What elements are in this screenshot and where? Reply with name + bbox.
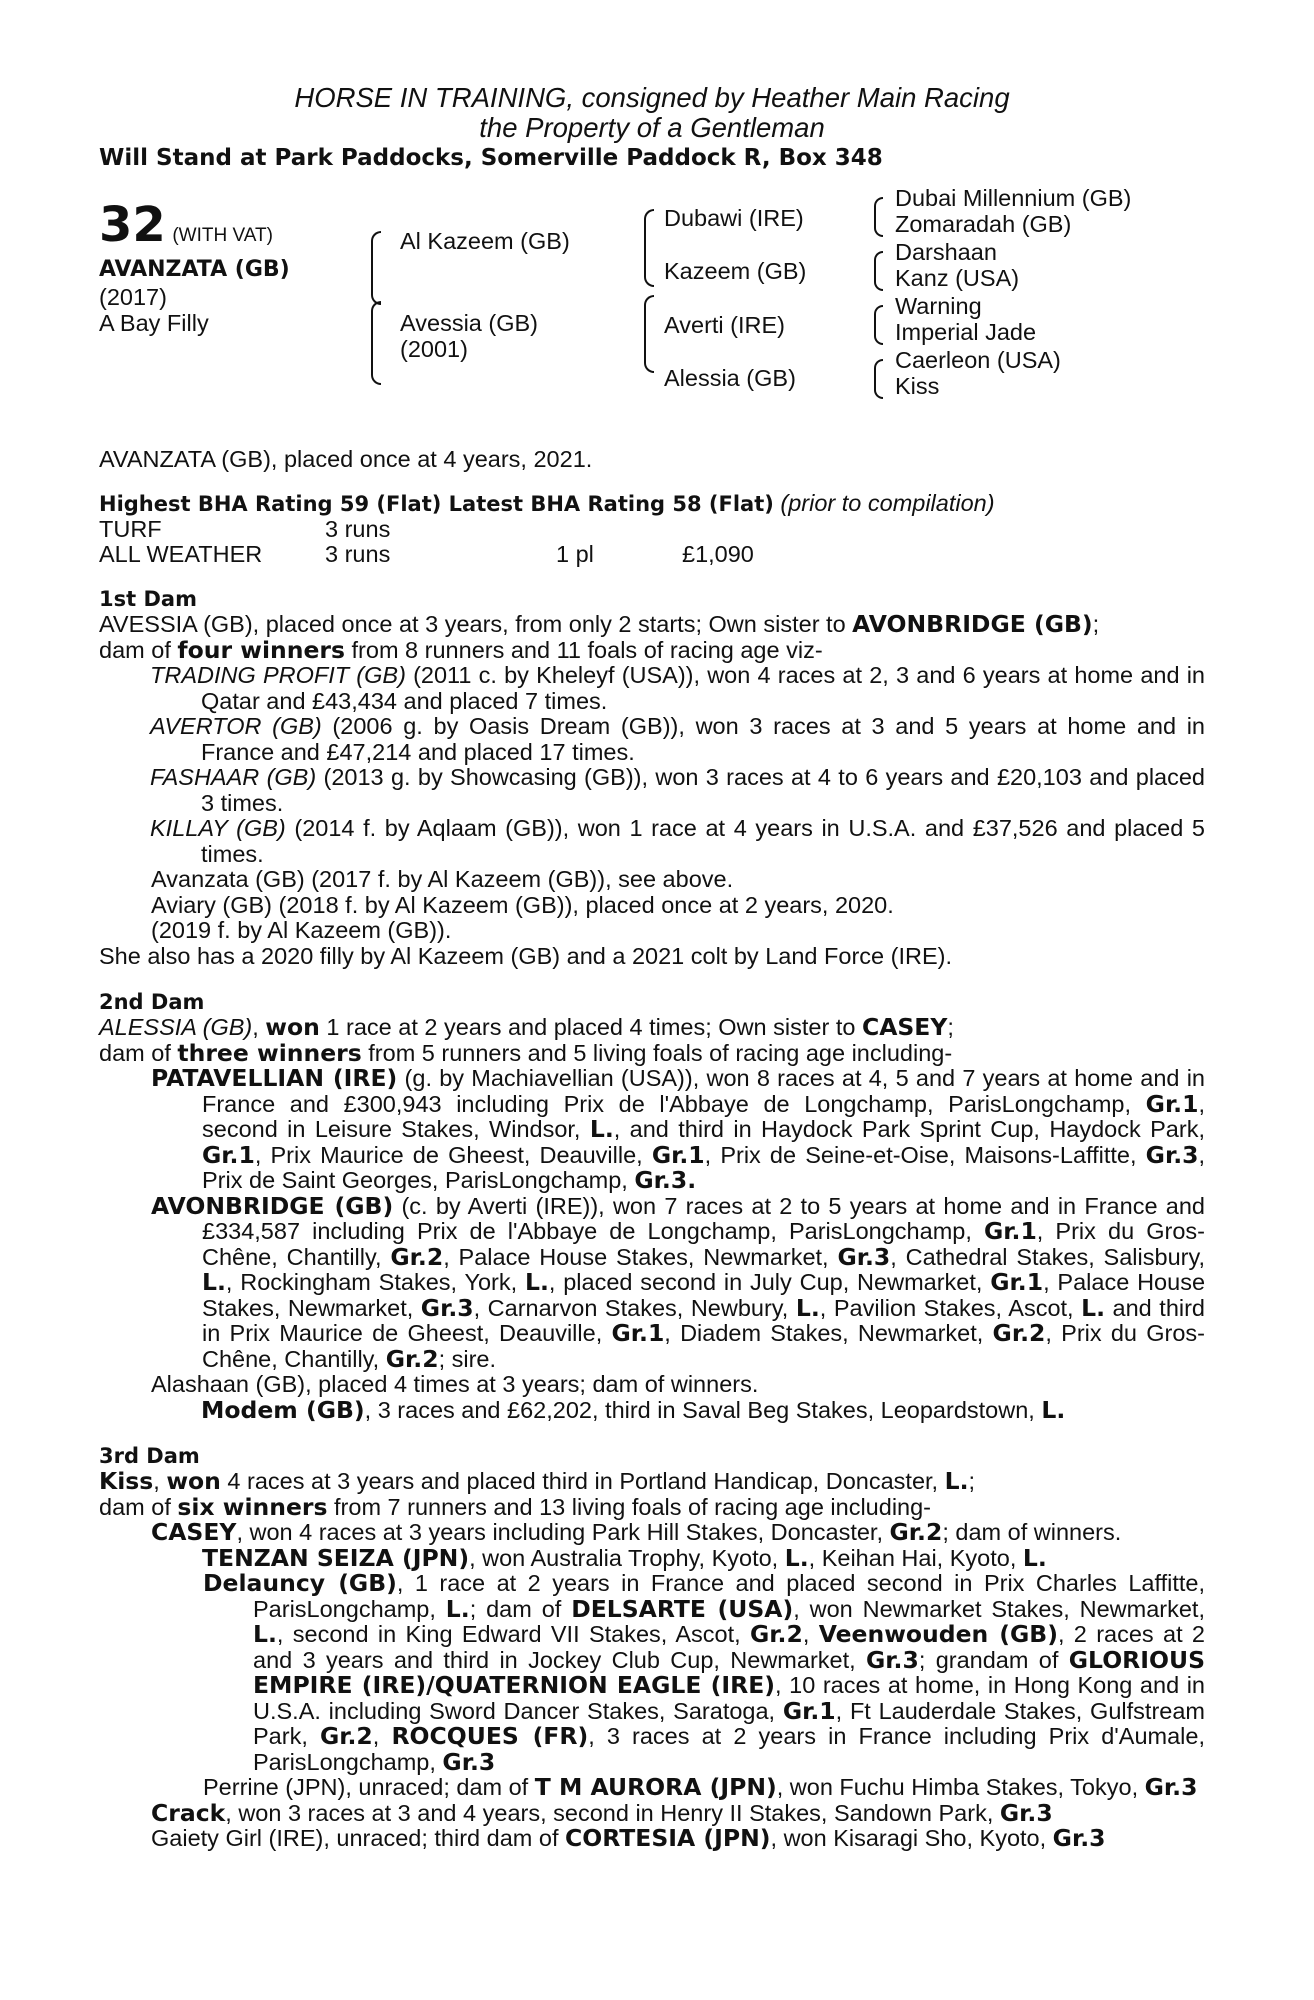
produce-name: CASEY <box>151 1518 237 1546</box>
grade: Gr.3 <box>866 1645 919 1674</box>
third-dam-intro-2 <box>99 1492 1205 1521</box>
text-run: dam of <box>99 636 178 663</box>
winners-count: six winners <box>177 1492 328 1521</box>
produce-text: (2013 g. by Showcasing (GB)), won 3 races at 4 to 6 years and £20,103 and placed 3 times. <box>201 764 1205 816</box>
text-run: , <box>372 1723 380 1749</box>
grade: Gr.2 <box>319 1722 373 1750</box>
turf-label: TURF <box>99 516 162 542</box>
text-run: (c. by Averti (IRE)), won 7 races at 2 to 5 years at home and in France and £334,587 including Prix de l'Abbaye de Longchamp, ParisLongchamp, <box>202 1192 1205 1244</box>
horse-description: A Bay Filly <box>99 310 209 336</box>
text-run: , Prix de Saint Georges, ParisLongchamp, <box>202 1141 1206 1193</box>
ratings-bold: Highest BHA Rating 59 (Flat) Latest BHA Rating 58 (Flat) <box>99 491 774 516</box>
first-dam-intro-2 <box>99 635 1205 664</box>
produce-name: FASHAAR (GB) <box>150 764 317 790</box>
grade: Gr.2 <box>385 1344 439 1373</box>
sire-sire: Dubawi (IRE) <box>664 205 804 231</box>
first-dam-title: 1st Dam <box>99 587 197 611</box>
text-run: , second in Leisure Stakes, Windsor, <box>202 1090 1205 1142</box>
text-run: , Carnarvon Stakes, Newbury, <box>473 1294 796 1321</box>
produce-sub <box>99 1395 1205 1424</box>
text-run: , Prix de Seine-et-Oise, Maisons-Laffitte, <box>704 1141 1146 1168</box>
dam-brace <box>371 301 381 385</box>
grade: Gr.3 <box>634 1166 688 1194</box>
text-run: , won Kisaragi Sho, Kyoto, <box>770 1825 1053 1851</box>
text-run: AVESSIA (GB), placed once at 3 years, from only 2 starts; Own sister to <box>99 611 853 637</box>
sire-dam: Kazeem (GB) <box>664 258 807 284</box>
grade: Gr.3 <box>1052 1824 1106 1852</box>
pedigree-table <box>99 185 1205 431</box>
winners-count: three winners <box>177 1038 362 1067</box>
consignor-line: HORSE IN TRAINING, consigned by Heather Main Racing <box>294 82 1010 113</box>
dam-dam: Alessia (GB) <box>664 365 796 391</box>
winners-count: four winners <box>177 635 345 664</box>
text-run: from 5 runners and 5 living foals of racing age including- <box>361 1039 953 1066</box>
dam-line-brace <box>644 295 654 373</box>
text-run: ; grandam of <box>918 1646 1069 1673</box>
first-dam-intro <box>99 612 1205 638</box>
grade: Gr.3 <box>1145 1140 1199 1169</box>
produce-other: Alashaan (GB), placed 4 times at 3 years; dam of winners. <box>151 1371 759 1397</box>
sister-name: AVONBRIDGE (GB) <box>852 610 1093 638</box>
produce-name: Veenwouden (GB) <box>818 1620 1058 1648</box>
property-line: the Property of a Gentleman <box>479 112 825 143</box>
ratings-line <box>99 491 1205 518</box>
text-run: , Palace House Stakes, Newmarket, <box>202 1269 1206 1321</box>
won-label: won <box>166 1467 221 1495</box>
turf-runs: 3 runs <box>325 516 391 542</box>
grade: Gr.1 <box>990 1268 1044 1296</box>
aw-placed: 1 pl <box>556 541 594 567</box>
lot-heading <box>99 197 273 253</box>
second-dam-title: 2nd Dam <box>99 990 205 1014</box>
text-run: Gaiety Girl (IRE), unraced; third dam of <box>151 1825 566 1851</box>
dam-name: Kiss <box>99 1467 154 1495</box>
grade: L. <box>589 1115 614 1143</box>
ggp-3: Darshaan <box>895 239 997 265</box>
produce-name: KILLAY (GB) <box>150 815 286 841</box>
first-dam-footer: She also has a 2020 filly by Al Kazeem (GB) and a 2021 colt by Land Force (IRE). <box>99 942 952 969</box>
grade: L. <box>795 1293 820 1322</box>
ggp-brace-1 <box>874 197 883 237</box>
produce-name: ROCQUES (FR) <box>391 1722 589 1750</box>
text-run: and third in Prix Maurice de Gheest, Deauville, <box>202 1294 1205 1346</box>
produce-name: AVERTOR (GB) <box>150 713 322 739</box>
grade: L. <box>253 1620 277 1648</box>
produce-entry <box>99 1826 1205 1852</box>
text-run: , 3 races at 2 years in France including Prix d'Aumale, ParisLongchamp, <box>253 1723 1205 1775</box>
produce-other: Avanzata (GB) (2017 f. by Al Kazeem (GB)), see above. <box>151 866 734 892</box>
produce-text: (2011 c. by Kheleyf (USA)), won 4 races at 2, 3 and 6 years at home and in Qatar and £43,434 and placed 7 times. <box>201 662 1206 714</box>
won-label: won <box>265 1013 320 1041</box>
grade: L. <box>445 1594 470 1623</box>
grade: L. <box>524 1268 549 1296</box>
grade: L. <box>1022 1543 1047 1572</box>
third-dam-intro <box>99 1469 1205 1495</box>
horse-name: AVANZATA (GB) <box>99 257 290 282</box>
grade: Gr.1 <box>651 1140 705 1169</box>
location-line: Will Stand at Park Paddocks, Somerville Paddock R, Box 348 <box>99 145 883 171</box>
text-run: , Pavilion Stakes, Ascot, <box>819 1294 1082 1321</box>
text-run: , Cathedral Stakes, Salisbury, <box>890 1243 1205 1270</box>
produce-entry <box>99 1798 1205 1827</box>
grade: Gr.1 <box>1145 1089 1199 1118</box>
third-dam-title: 3rd Dam <box>99 1444 200 1468</box>
text-run: , <box>802 1621 810 1647</box>
text-run: , <box>252 1014 259 1040</box>
produce-name: T M AURORA (JPN) <box>534 1773 777 1801</box>
ggp-7: Caerleon (USA) <box>895 347 1061 373</box>
text-run: , Diadem Stakes, Newmarket, <box>664 1320 993 1346</box>
grade: Gr.1 <box>782 1696 836 1725</box>
text-run: dam of <box>99 1039 178 1066</box>
text-run: 4 races at 3 years and placed third in Portland Handicap, Doncaster, <box>220 1468 945 1494</box>
ggp-brace-3 <box>874 305 883 345</box>
text-run: ; dam of <box>469 1595 572 1622</box>
grade: L. <box>784 1543 809 1572</box>
catalogue-page <box>99 83 1205 1852</box>
produce-text: (2014 f. by Aqlaam (GB)), won 1 race at 4 years in U.S.A. and £37,526 and placed 5 times. <box>201 815 1205 867</box>
produce-entry <box>99 816 1205 867</box>
produce-sub <box>99 1571 1205 1775</box>
grade: Gr.3 <box>442 1747 496 1776</box>
text-run: , 3 races and £62,202, third in Saval Beg Stakes, Leopardstown, <box>364 1396 1042 1423</box>
text-run: , and third in Haydock Park Sprint Cup, Haydock Park, <box>613 1116 1205 1142</box>
text-run: , Ft Lauderdale Stakes, Gulfstream Park, <box>253 1697 1205 1749</box>
text-run: , Palace House Stakes, Newmarket, <box>443 1243 838 1270</box>
ratings-note: (prior to compilation) <box>780 489 995 516</box>
text-run: , Prix Maurice de Gheest, Deauville, <box>254 1141 652 1168</box>
produce-name: TRADING PROFIT (GB) <box>150 662 406 688</box>
text-run: , Keihan Hai, Kyoto, <box>808 1544 1023 1571</box>
horse-year: (2017) <box>99 284 167 310</box>
sire: Al Kazeem (GB) <box>400 228 570 254</box>
text-run: , 1 race at 2 years in France and placed second in Prix Charles Laffitte, ParisLongchamp, <box>253 1570 1205 1622</box>
second-dam-intro-2 <box>99 1038 1205 1067</box>
grade: Gr.2 <box>750 1620 803 1648</box>
text-run: ; <box>1092 611 1100 637</box>
ggp-1: Dubai Millennium (GB) <box>895 185 1132 211</box>
produce-name: CORTESIA (JPN) <box>565 1824 771 1852</box>
aw-row <box>99 542 1205 567</box>
aw-earnings: £1,090 <box>682 541 754 567</box>
dam-year: (2001) <box>400 336 468 362</box>
produce-other: Aviary (GB) (2018 f. by Al Kazeem (GB)), placed once at 2 years, 2020. <box>151 891 894 918</box>
text-run: . <box>687 1166 697 1194</box>
produce-entry <box>99 765 1205 816</box>
text-run: , won 4 races at 3 years including Park Hill Stakes, Doncaster, <box>236 1519 890 1545</box>
text-run: , Rockingham Stakes, York, <box>225 1269 525 1295</box>
aw-label: ALL WEATHER <box>99 541 263 567</box>
text-run: Perrine (JPN), unraced; dam of <box>203 1774 535 1800</box>
produce-sub <box>99 1775 1205 1801</box>
produce-name: Delauncy (GB) <box>203 1569 397 1597</box>
lot-number: 32 <box>99 197 166 253</box>
text-run: from 7 runners and 13 living foals of racing age including- <box>327 1493 932 1520</box>
grade: Gr.2 <box>992 1319 1046 1347</box>
text-run: from 8 runners and 11 foals of racing age viz- <box>345 636 823 663</box>
grade: L. <box>202 1268 226 1296</box>
produce-entry <box>99 1191 1206 1373</box>
produce-entry <box>99 1066 1205 1194</box>
text-run: ; <box>947 1014 954 1040</box>
text-run: , 2 races at 2 and 3 years and third in Jockey Club Cup, Newmarket, <box>253 1621 1205 1673</box>
ggp-6: Imperial Jade <box>895 319 1037 345</box>
grade: L. <box>944 1467 969 1495</box>
produce-other: (2019 f. by Al Kazeem (GB)). <box>151 917 452 943</box>
grade: Gr.2 <box>390 1242 444 1271</box>
text-run: , won 3 races at 3 and 4 years, second in Henry II Stakes, Sandown Park, <box>225 1799 1000 1826</box>
grade: Gr.3 <box>420 1293 474 1322</box>
produce-entry <box>99 714 1205 765</box>
dam-sire: Averti (IRE) <box>664 312 785 338</box>
grade: Gr.1 <box>983 1217 1037 1245</box>
text-run: , 10 races at home, in Hong Kong and in U.S.A. including Sword Dancer Stakes, Saratoga, <box>253 1672 1205 1724</box>
text-run: , won Newmarket Stakes, Newmarket, <box>793 1595 1205 1622</box>
produce-name: TENZAN SEIZA (JPN) <box>202 1543 470 1572</box>
text-run: 1 race at 2 years and placed 4 times; Own sister to <box>319 1014 862 1040</box>
sire-brace <box>371 231 381 305</box>
ggp-8: Kiss <box>895 373 940 399</box>
ggp-4: Kanz (USA) <box>895 265 1020 291</box>
text-run: (g. by Machiavellian (USA)), won 8 races at 4, 5 and 7 years at home and in France and £300,943 including Prix de l'Abbaye de Longchamp, ParisLongchamp, <box>202 1065 1205 1117</box>
produce-text: (2006 g. by Oasis Dream (GB)), won 3 races at 3 and 5 years at home and in France and £47,214 and placed 17 times. <box>201 713 1205 765</box>
grade: Gr.1 <box>202 1140 255 1169</box>
text-run: , second in King Edward VII Stakes, Ascot, <box>276 1621 750 1647</box>
grade: Gr.3 <box>999 1798 1053 1827</box>
ggp-brace-4 <box>874 359 883 399</box>
race-summary: AVANZATA (GB), placed once at 4 years, 2021. <box>99 446 593 472</box>
ggp-5: Warning <box>895 293 982 319</box>
dam: Avessia (GB) <box>400 310 538 336</box>
grade: Gr.2 <box>889 1518 943 1546</box>
ggp-2: Zomaradah (GB) <box>895 211 1072 237</box>
dam-name: ALESSIA (GB) <box>99 1014 253 1040</box>
grade: Gr.3 <box>837 1242 891 1271</box>
produce-entry <box>99 1520 1205 1546</box>
turf-row <box>99 517 1205 542</box>
text-run: , Prix du Gros-Chêne, Chantilly, <box>202 1320 1205 1372</box>
produce-name: DELSARTE (USA) <box>571 1594 794 1623</box>
grade: Gr.1 <box>611 1319 665 1347</box>
text-run: , placed second in July Cup, Newmarket, <box>548 1269 991 1295</box>
grade: L. <box>1081 1293 1106 1322</box>
text-run: ; <box>968 1468 976 1494</box>
vat-note: (WITH VAT) <box>172 225 273 246</box>
text-run: , won Australia Trophy, Kyoto, <box>469 1544 785 1571</box>
produce-name: Crack <box>151 1798 226 1827</box>
text-run: , Prix du Gros-Chêne, Chantilly, <box>202 1218 1205 1270</box>
produce-sub <box>99 1543 1205 1572</box>
text-run: , <box>153 1468 160 1494</box>
produce-entry <box>99 663 1205 714</box>
text-run: , won Fuchu Himba Stakes, Tokyo, <box>776 1774 1145 1800</box>
text-run: dam of <box>99 1493 178 1520</box>
grade: Gr.3 <box>1144 1773 1198 1801</box>
text-run: ; dam of winners. <box>942 1519 1122 1545</box>
second-dam-intro <box>99 1015 1205 1041</box>
produce-name: Modem (GB) <box>201 1395 365 1424</box>
produce-name: AVONBRIDGE (GB) <box>151 1191 394 1220</box>
grade: L. <box>1041 1395 1066 1424</box>
text-run: ; sire. <box>438 1345 497 1372</box>
ggp-brace-2 <box>874 251 883 291</box>
aw-runs: 3 runs <box>325 541 391 567</box>
produce-name: GLORIOUS EMPIRE (IRE)/QUATERNION EAGLE (IRE) <box>253 1645 1205 1699</box>
sire-line-brace <box>644 209 654 287</box>
produce-name: PATAVELLIAN (IRE) <box>151 1064 398 1092</box>
sister-name: CASEY <box>861 1013 948 1041</box>
